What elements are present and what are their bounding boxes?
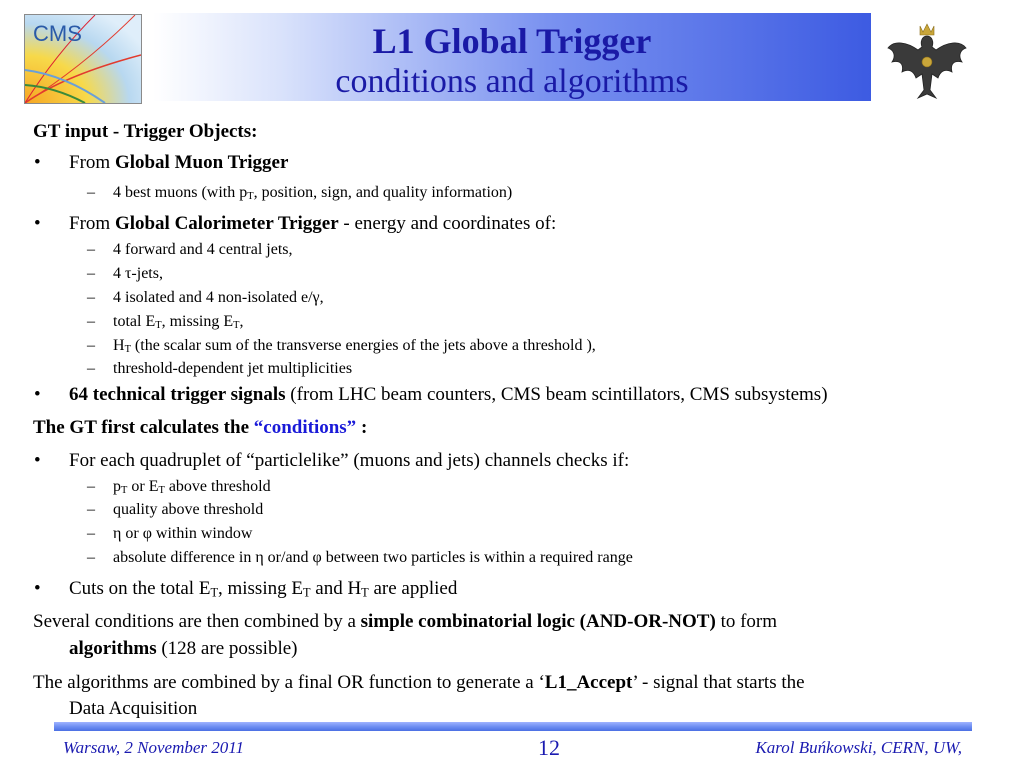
subscript: T [302, 585, 311, 600]
heading-gt-input: GT input - Trigger Objects: [33, 121, 258, 142]
text: η or φ within window [113, 525, 253, 542]
text: 4 τ-jets, [113, 265, 163, 282]
footer-bar [54, 722, 972, 731]
text: H [113, 337, 125, 354]
text: , position, sign, and quality information) [253, 184, 513, 201]
text: or E [127, 478, 159, 495]
bullet-marker: • [34, 152, 41, 173]
dash-marker: – [87, 360, 95, 377]
text: threshold-dependent jet multiplicities [113, 360, 353, 377]
text-global-calorimeter-trigger: Global Calorimeter Trigger [114, 213, 339, 234]
subscript: T [247, 191, 254, 203]
text: , [239, 313, 244, 330]
subscript: T [233, 320, 240, 332]
text-from: From [69, 213, 115, 234]
dash-marker: – [87, 184, 95, 201]
text: are applied [368, 578, 458, 599]
text: Several conditions are then combined by a [33, 611, 361, 632]
bullet-marker: • [34, 384, 41, 405]
text: The GT first calculates the [33, 417, 254, 438]
subscript: T [361, 585, 369, 600]
text-combinatorial-logic: simple combinatorial logic (AND-OR-NOT) [360, 611, 716, 632]
subscript: T [124, 344, 131, 356]
text: to form [715, 611, 778, 632]
dash-marker: – [87, 241, 95, 258]
text-global-muon-trigger: Global Muon Trigger [114, 152, 289, 173]
text: 4 isolated and 4 non-isolated e/γ, [113, 289, 324, 306]
text-algorithms: algorithms [69, 638, 157, 659]
text: absolute difference in η or/and φ between two particles is within a required range [113, 549, 633, 566]
footer-location-date: Warsaw, 2 November 2011 [63, 738, 245, 757]
bullet-marker: • [34, 450, 41, 471]
subscript: T [155, 320, 162, 332]
text-conditions-highlight: “conditions” [253, 417, 357, 438]
paragraph-l1-accept-line1 [33, 672, 805, 694]
dash-marker: – [87, 501, 95, 518]
text: (128 are possible) [156, 638, 298, 659]
paragraph-algorithms-line2 [69, 638, 298, 660]
text: The algorithms are combined by a final OR function to generate a ‘ [33, 672, 545, 693]
text: ’ - signal that starts the [632, 672, 805, 693]
bullet-marker: • [34, 213, 41, 234]
text: total E [113, 313, 156, 330]
text: , missing E [161, 313, 234, 330]
slide-subtitle: conditions and algorithms [335, 63, 689, 100]
text-technical-signals: 64 technical trigger signals [69, 384, 286, 405]
subscript: T [158, 485, 165, 497]
subscript: T [210, 585, 218, 600]
footer-author: Karol Buńkowski, CERN, UW, [755, 738, 962, 757]
text: and H [310, 578, 362, 599]
dash-marker: – [87, 525, 95, 542]
text: 4 forward and 4 central jets, [113, 241, 293, 258]
slide-title: L1 Global Trigger [372, 21, 652, 61]
bullet-marker: • [34, 578, 41, 599]
text: (the scalar sum of the transverse energies of the jets above a threshold ), [130, 337, 596, 354]
dash-marker: – [87, 478, 95, 495]
text: 4 best muons (with p [113, 184, 248, 201]
text: For each quadruplet of “particlelike” (muons and jets) channels checks if: [69, 450, 630, 471]
text: above threshold [164, 478, 271, 495]
subscript: T [121, 485, 128, 497]
text: - energy and coordinates of: [338, 213, 557, 234]
heading-conditions [33, 417, 367, 439]
text-l1-accept: L1_Accept [544, 672, 633, 693]
dash-marker: – [87, 289, 95, 306]
dash-marker: – [87, 549, 95, 566]
dash-marker: – [87, 337, 95, 354]
text: Cuts on the total E [69, 578, 211, 599]
text: , missing E [217, 578, 303, 599]
cms-logo-text: CMS [33, 21, 82, 46]
text-from: From [69, 152, 115, 173]
text: p [113, 478, 121, 495]
dash-marker: – [87, 265, 95, 282]
page-number: 12 [538, 735, 560, 760]
text: (from LHC beam counters, CMS beam scintillators, CMS subsystems) [285, 384, 828, 405]
paragraph-algorithms-line1 [33, 611, 777, 633]
text: quality above threshold [113, 501, 264, 518]
dash-marker: – [87, 313, 95, 330]
text: : [356, 417, 368, 438]
paragraph-l1-accept-line2: Data Acquisition [69, 698, 198, 719]
